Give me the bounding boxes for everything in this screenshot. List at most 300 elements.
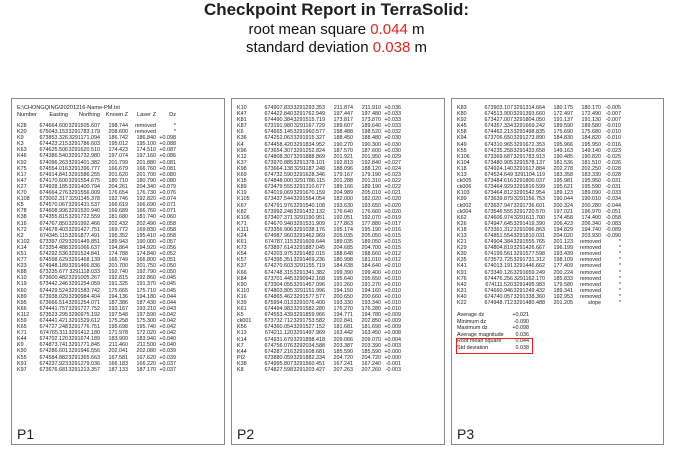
table-cell: 202.041 <box>108 348 128 355</box>
table-cell: +0.030 <box>384 147 401 154</box>
column-header: Known Z <box>105 112 128 118</box>
table-cell: K42 <box>457 281 467 288</box>
table-cell: 189.050 <box>361 239 381 246</box>
table-cell: 674787.115 <box>264 239 293 246</box>
table-cell: 3291771.845 <box>68 342 100 349</box>
table-cell: -0.031 <box>605 184 621 191</box>
table-cell: K91 <box>457 269 467 276</box>
table-cell: 3291279.036 <box>68 360 100 367</box>
table-cell: 674170.600 <box>39 177 68 184</box>
table-cell: 3291674.189 <box>68 336 100 343</box>
table-cell: K19 <box>237 190 247 197</box>
table-cell: 673992.248 <box>264 208 293 215</box>
table-cell: 176.660 <box>361 208 381 215</box>
table-cell: 674987.960 <box>264 232 293 239</box>
table-cell: 674211.120 <box>264 330 293 337</box>
table-cell: 204.720 <box>333 354 353 361</box>
table-cell: -0.007 <box>605 111 621 118</box>
table-cell: removed <box>580 275 601 282</box>
table-cell: -0.023 <box>605 147 621 154</box>
table-cell: 674665.145 <box>264 129 293 136</box>
table-cell: 673480.905 <box>484 159 513 166</box>
table-cell: K37 <box>237 263 247 270</box>
table-cell: 196.970 <box>581 208 601 215</box>
table-cell: 181.740 <box>136 214 156 221</box>
table-cell: 208.600 <box>108 129 128 136</box>
table-cell: removed <box>580 269 601 276</box>
table-cell: K7 <box>237 342 244 349</box>
table-cell: 198.744 <box>108 123 128 129</box>
table-cell: 674740.057 <box>484 293 513 300</box>
table-cell: 166.689 <box>108 208 128 215</box>
table-cell: ck002 <box>457 202 472 209</box>
table-cell: +0.015 <box>384 245 401 252</box>
report-page-3 <box>451 98 664 445</box>
table-cell: 177.880 <box>361 220 381 227</box>
table-cell: 195.966 <box>553 141 573 148</box>
table-cell: * <box>618 281 621 288</box>
table-cell: 674286.601 <box>39 348 68 355</box>
table-cell: 3291203.427 <box>293 367 325 374</box>
table-cell: 3291786.115 <box>293 178 325 185</box>
table-cell: K10 <box>237 105 247 111</box>
table-cell: 209.066 <box>333 336 353 343</box>
table-cell: 674948.712 <box>484 300 513 306</box>
page-3-content <box>457 105 658 352</box>
table-cell: 3291005.267 <box>68 275 100 282</box>
table-cell: -0.007 <box>605 117 621 124</box>
table-cell: 3291432.132 <box>293 208 325 215</box>
table-cell: +0.020 <box>384 196 401 203</box>
table-cell: 204.020 <box>553 232 573 239</box>
table-cell: 673654.307 <box>264 147 293 154</box>
table-cell: 674237.923 <box>39 360 68 367</box>
table-cell: K6 <box>237 129 244 136</box>
table-cell: K38 <box>237 360 247 367</box>
table-cell: 674767.850 <box>39 220 68 227</box>
table-cell: 673442.246 <box>39 281 68 288</box>
table-cell: 3291118.033 <box>69 269 100 276</box>
table-cell: +0.080 <box>159 177 176 184</box>
column-header: Easting <box>49 112 68 118</box>
table-cell: 3291104.119 <box>514 172 545 179</box>
stat-value: +0.098 <box>512 325 529 332</box>
table-cell: 3291155.719 <box>293 263 325 270</box>
table-cell: 167.240 <box>361 360 381 367</box>
table-cell: * <box>618 257 621 264</box>
table-cell: 673235.677 <box>39 269 68 276</box>
table-cell: 187.430 <box>136 299 156 306</box>
table-cell: 674513.900 <box>484 111 513 118</box>
table-cell: 211.460 <box>108 342 128 349</box>
table-cell: 674848.000 <box>264 178 293 185</box>
table-cell: 192.813 <box>333 159 353 166</box>
table-cell: -0.026 <box>605 159 621 166</box>
table-cell: +0.052 <box>159 250 176 257</box>
table-cell: 194.829 <box>553 226 573 233</box>
table-cell: 673464.812 <box>484 190 513 197</box>
table-cell: 175.680 <box>581 129 601 136</box>
table-cell: 3291731.312 <box>513 257 545 264</box>
table-cell: 3291396.777 <box>68 165 100 172</box>
table-cell: 3291427.751 <box>68 226 100 233</box>
table-cell: 180.998 <box>333 257 353 264</box>
table-cell: 192.070 <box>361 214 381 221</box>
table-cell: 3291540.108 <box>293 202 325 209</box>
table-cell: +0.022 <box>384 184 401 191</box>
table-cell: 203.930 <box>581 232 601 239</box>
table-cell: 201.700 <box>108 263 128 270</box>
table-cell: 192.051 <box>333 214 353 221</box>
table-cell: 675994.013 <box>264 300 293 306</box>
table-cell: 3291341.382 <box>293 269 325 276</box>
table-cell: 3291583.742 <box>68 287 100 294</box>
table-cell: 674808.307 <box>264 153 293 160</box>
table-cell: K106 <box>457 153 470 160</box>
table-cell: 199.390 <box>333 269 353 276</box>
table-cell: 188.648 <box>333 251 353 258</box>
table-cell: K89 <box>17 293 27 300</box>
table-cell: 193.330 <box>333 300 353 306</box>
table-cell: 202.841 <box>333 318 353 325</box>
column-header: Number <box>17 112 37 118</box>
table-cell: 176.640 <box>333 208 353 215</box>
table-cell: 3291156.753 <box>513 196 545 203</box>
table-cell: -0.005 <box>605 105 621 111</box>
table-cell: +0.027 <box>384 159 401 166</box>
table-cell: 3291620.510 <box>68 147 100 154</box>
table-cell: 673361.312 <box>484 226 513 233</box>
table-cell: +0.081 <box>159 165 176 172</box>
stat-label: Minimum dz <box>457 318 487 325</box>
table-cell: 163.450 <box>361 330 381 337</box>
table-cell: 673880.059 <box>264 354 293 361</box>
table-cell: 172.020 <box>136 330 156 337</box>
table-cell: removed <box>580 293 601 300</box>
table-cell: 3291469.236 <box>293 257 325 264</box>
table-cell: K14 <box>237 336 247 343</box>
table-cell: 673938.029 <box>39 293 68 300</box>
table-cell: +0.020 <box>384 202 401 209</box>
table-cell: 674931.679 <box>264 336 293 343</box>
table-cell: 167.581 <box>108 354 128 361</box>
report-page-1 <box>11 98 225 445</box>
table-cell: -0.016 <box>605 141 621 148</box>
table-cell: 3291608.681 <box>293 348 325 355</box>
table-cell: 3291338.360 <box>513 293 545 300</box>
table-cell: +0.071 <box>159 208 176 215</box>
table-cell: 674310.965 <box>484 141 513 148</box>
table-cell: K75 <box>17 165 27 172</box>
table-cell: 674570.067 <box>39 202 68 209</box>
table-cell: 195.981 <box>553 178 573 185</box>
table-cell: +0.021 <box>384 190 401 197</box>
table-cell: 3291992.466 <box>68 220 100 227</box>
table-cell: 674360.054 <box>264 324 293 331</box>
table-cell: 189.590 <box>553 123 573 130</box>
table-cell: 181.010 <box>361 257 381 264</box>
table-cell: K2 <box>17 232 24 239</box>
table-cell: 3291446.662 <box>513 263 545 270</box>
table-cell: ck001 <box>237 318 252 325</box>
table-cell: K15 <box>237 178 247 185</box>
table-cell: K71 <box>17 330 27 337</box>
table-cell: -0.010 <box>605 129 621 136</box>
table-cell: 3291877.491 <box>68 232 100 239</box>
table-cell: 167.241 <box>333 360 353 367</box>
table-cell: 192.790 <box>136 269 156 276</box>
table-cell: 192.815 <box>108 275 128 282</box>
table-cell: 3290942.168 <box>293 275 325 282</box>
table-cell: 3291804.050 <box>513 117 545 124</box>
table-cell: 189.640 <box>361 123 381 130</box>
table-cell: removed <box>580 287 601 294</box>
table-cell: 183.940 <box>136 336 156 343</box>
table-cell: * <box>618 245 621 252</box>
table-cell: 174.458 <box>553 214 573 221</box>
table-cell: -0.025 <box>605 153 621 160</box>
table-cell: 189.943 <box>108 238 128 245</box>
table-cell: 184.820 <box>581 135 601 142</box>
table-cell: 188.120 <box>361 165 381 172</box>
table-cell: K78 <box>17 208 27 215</box>
table-cell: +0.010 <box>384 306 401 313</box>
stat-label: Maximum dz <box>457 325 488 332</box>
table-cell: +0.074 <box>159 196 176 203</box>
table-cell: K18 <box>457 165 467 172</box>
table-cell: 674948.189 <box>39 263 68 270</box>
table-cell: 674494.983 <box>264 306 293 313</box>
table-cell: 3291401.382 <box>68 159 100 166</box>
table-cell: +0.036 <box>384 105 401 111</box>
table-cell: 200.650 <box>333 293 353 300</box>
table-cell: 192.953 <box>553 293 573 300</box>
table-cell: removed <box>580 251 601 258</box>
table-cell: 3291273.890 <box>513 135 545 142</box>
table-cell: +0.017 <box>384 220 401 227</box>
table-cell: K90 <box>237 281 247 288</box>
table-cell: 204.989 <box>333 190 353 197</box>
table-row <box>237 367 439 373</box>
table-cell: 3291554.675 <box>68 177 100 184</box>
table-cell: ck005 <box>457 178 472 185</box>
table-cell: K92 <box>457 117 467 124</box>
table-cell: 3291466.836 <box>68 263 100 270</box>
table-cell: K14 <box>17 244 27 251</box>
table-cell: 177.409 <box>553 263 573 270</box>
table-cell: K106 <box>237 214 250 221</box>
table-cell: 3291378.101 <box>293 159 325 166</box>
table-row <box>457 300 658 306</box>
table-cell: +0.009 <box>384 312 401 319</box>
column-header: Northing <box>78 112 100 118</box>
table-cell: K102 <box>17 238 30 245</box>
table-cell: 3291431.537 <box>68 202 100 209</box>
table-cell: K66 <box>17 305 27 312</box>
table-cell: 203.387 <box>333 342 353 349</box>
table-cell: K94 <box>457 135 467 142</box>
table-cell: 195.698 <box>108 324 128 331</box>
table-cell: -0.044 <box>605 202 621 209</box>
table-cell: +0.010 <box>384 281 401 288</box>
table-cell: 3291038.176 <box>293 226 325 233</box>
table-cell: 674355.815 <box>39 214 68 221</box>
table-cell: removed <box>580 245 601 252</box>
table-cell: 202.250 <box>581 165 601 172</box>
table-cell: 179.167 <box>333 172 353 179</box>
table-cell: 3291167.729 <box>293 123 325 130</box>
table-cell: +0.037 <box>159 366 176 373</box>
table-cell: 674928.185 <box>39 183 68 190</box>
table-cell: 169.772 <box>108 226 128 233</box>
table-cell: 183.900 <box>108 336 128 343</box>
table-cell: 205.050 <box>361 232 381 239</box>
table-cell: 184.830 <box>553 135 573 142</box>
table-cell: K77 <box>17 257 27 264</box>
table-cell: 674019.069 <box>264 190 293 197</box>
table-cell: +0.010 <box>384 287 401 294</box>
table-cell: +0.000 <box>384 354 401 361</box>
table-cell: 187.386 <box>108 299 128 306</box>
table-cell: 201.750 <box>136 263 156 270</box>
table-cell: 185.590 <box>361 348 381 355</box>
table-cell: 3291670.159 <box>293 190 325 197</box>
table-cell: K98 <box>237 165 247 172</box>
table-cell: K71 <box>237 220 247 227</box>
table-cell: 200.660 <box>361 293 381 300</box>
table-cell: 166.679 <box>108 165 128 172</box>
table-cell: 675043.153 <box>39 129 68 136</box>
table-cell: 3291249.432 <box>513 287 545 294</box>
table-cell: +0.029 <box>384 153 401 160</box>
table-cell: K35 <box>457 257 467 264</box>
table-cell: +0.010 <box>384 300 401 306</box>
table-cell: K99 <box>457 196 467 203</box>
table-cell: 193.439 <box>553 251 573 258</box>
table-cell: 673437.544 <box>264 196 293 203</box>
table-cell: 3291066.637 <box>68 244 100 251</box>
table-cell: 674851.554 <box>484 232 513 239</box>
table-cell: 176.280 <box>361 306 381 313</box>
table-cell: 166.760 <box>136 165 156 172</box>
table-cell: 182.000 <box>333 196 353 203</box>
table-cell: 195.590 <box>581 184 601 191</box>
table-cell: 194.160 <box>361 287 381 294</box>
stat-label: Average magnitude <box>457 331 504 338</box>
table-cell: 674292.536 <box>39 250 68 257</box>
table-cell: 189.341 <box>553 287 573 294</box>
table-cell: K9 <box>17 342 24 349</box>
table-cell: 3291753.582 <box>293 318 325 325</box>
table-cell: 194.920 <box>136 244 156 251</box>
table-cell: 3291783.179 <box>68 129 100 136</box>
table-cell: 3291564.054 <box>293 196 325 203</box>
table-cell: 195.100 <box>136 141 156 148</box>
table-cell: +0.022 <box>384 178 401 185</box>
table-cell: K38 <box>17 214 27 221</box>
stat-label: Root mean square <box>457 338 502 345</box>
table-cell: 194.771 <box>333 312 353 319</box>
table-cell: K108 <box>17 196 30 203</box>
table-cell: 674235.258 <box>484 147 513 154</box>
page-2-rows <box>237 105 439 373</box>
table-cell: 673407.371 <box>264 214 293 221</box>
table-cell: K10 <box>17 275 27 282</box>
table-cell: +0.058 <box>159 232 176 239</box>
table-cell: 3291171.094 <box>68 135 100 142</box>
table-cell: 211.910 <box>361 105 381 111</box>
table-cell: 3291578.137 <box>513 159 545 166</box>
table-cell: 674914.841 <box>39 171 68 178</box>
column-header-row <box>17 112 219 119</box>
table-cell: 674524.649 <box>484 172 513 179</box>
table-cell: 674429.524 <box>39 287 68 294</box>
table-cell: 211.500 <box>136 342 156 349</box>
table-cell: -0.001 <box>385 360 401 367</box>
table-cell: 191.130 <box>581 117 601 124</box>
table-cell: K92 <box>17 159 27 166</box>
table-cell: +0.098 <box>159 135 176 142</box>
table-cell: 674625.506 <box>39 147 68 154</box>
table-cell: 3291727.752 <box>68 305 100 312</box>
table-cell: K21 <box>457 239 467 246</box>
table-cell: 195.650 <box>361 275 381 282</box>
table-cell: +0.088 <box>159 141 176 148</box>
table-cell: 202.080 <box>136 348 156 355</box>
table-cell: 3291732.980 <box>68 153 100 160</box>
table-cell: 191.370 <box>136 281 156 288</box>
stat-label: Std deviation <box>457 345 489 352</box>
table-cell: 183.330 <box>581 172 601 179</box>
table-cell: K28 <box>17 123 27 129</box>
table-cell: K105 <box>237 196 250 203</box>
table-cell: 195.950 <box>581 141 601 148</box>
table-cell: +0.033 <box>384 123 401 130</box>
table-cell: 3291762.949 <box>293 111 325 118</box>
table-cell: 195.190 <box>361 226 381 233</box>
table-cell: K19 <box>17 281 27 288</box>
table-cell: 172.497 <box>553 111 573 118</box>
table-cell: +0.030 <box>384 141 401 148</box>
table-cell: 211.874 <box>333 105 353 111</box>
table-cell: 201.310 <box>361 178 381 185</box>
table-cell: 3291482.015 <box>293 251 325 258</box>
table-cell: 3291495.983 <box>513 281 545 288</box>
table-cell: 674287.216 <box>264 348 293 355</box>
table-cell: +0.004 <box>384 336 401 343</box>
table-cell: 674904.384 <box>484 239 513 246</box>
table-cell: 197.548 <box>108 311 128 318</box>
table-cell: K27 <box>17 183 27 190</box>
table-cell: +0.033 <box>384 111 401 118</box>
table-cell: 3291314.664 <box>513 105 545 111</box>
table-cell: 674423.215 <box>39 141 68 148</box>
table-cell: 193.210 <box>136 305 156 312</box>
table-cell: 673523.295 <box>39 311 68 318</box>
table-cell: 3291577.577 <box>293 293 325 300</box>
table-cell: 3291887.045 <box>293 245 325 252</box>
table-cell: 673546.555 <box>484 208 513 215</box>
table-cell: 189.607 <box>333 123 353 130</box>
table-cell: K31 <box>457 287 467 294</box>
table-cell: 177.863 <box>333 220 353 227</box>
table-cell: K73 <box>237 245 247 252</box>
table-cell: 674422.840 <box>264 111 293 118</box>
table-cell: 183.358 <box>553 172 573 179</box>
stat-value: 0.038 <box>515 345 529 352</box>
table-cell: K29 <box>457 245 467 252</box>
table-cell: 3290984.404 <box>68 293 100 300</box>
